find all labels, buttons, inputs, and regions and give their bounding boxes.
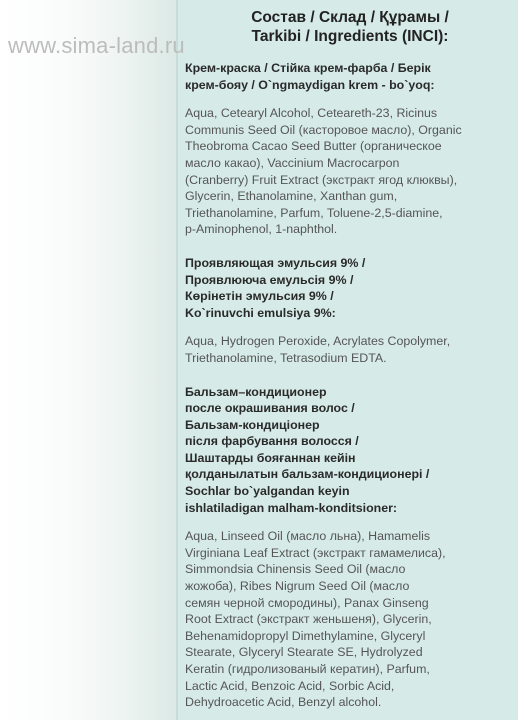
text-line: Aqua, Cetearyl Alcohol, Ceteareth-23, Ricinus (185, 106, 438, 121)
heading-line: Ko`rinuvchi emulsiya 9%: (185, 305, 336, 320)
text-line: Aqua, Hydrogen Peroxide, Acrylates Copolymer, (185, 334, 451, 349)
text-line: Virginiana Leaf Extract (экстракт гамамелиса), (185, 545, 446, 560)
text-line: масло какао), Vaccinium Macrocarpon (185, 155, 400, 170)
title-line: Tarkibi / Ingredients (INCI): (251, 28, 449, 45)
text-line: Aqua, Linseed Oil (масло льна), Hamamelis (185, 529, 431, 544)
text-line: Triethanolamine, Parfum, Toluene-2,5-diamine, (185, 205, 443, 220)
text-line: Keratin (гидролизованый кератин), Parfum, (185, 662, 430, 676)
section-heading-emulsion (185, 255, 515, 321)
text-line: Stearate, Glyceryl Stearate SE, Hydrolyzed (185, 645, 423, 660)
heading-line: Шаштарды бояғаннан кейін (185, 450, 356, 465)
section-heading-cream-dye (185, 60, 515, 93)
text-line: Lactic Acid, Benzoic Acid, Sorbic Acid, (185, 678, 395, 693)
text-line: Dehydroacetic Acid, Benzyl alcohol. (185, 695, 382, 710)
heading-line: ishlatiladigan malham-konditsioner: (185, 500, 398, 515)
section-text-emulsion (185, 333, 515, 366)
text-line: Glycerin, Ethanolamine, Xanthan gum, (185, 189, 398, 204)
heading-line: Көрінетін эмульсия 9% / (185, 289, 334, 304)
text-line: Root Extract (экстракт женьшеня), Glycerin, (185, 612, 432, 627)
heading-line: Крем-краска / Стійка крем-фарба / Берік (185, 61, 431, 75)
text-line: p-Aminophenol, 1-naphthol. (185, 222, 338, 237)
text-line: жожоба), Ribes Nigrum Seed Oil (масло (185, 579, 410, 594)
heading-line: Бальзам-кондиціонер (185, 417, 320, 432)
heading-line: Sochlar bo`yalgandan keyin (185, 484, 350, 499)
text-line: (Cranberry) Fruit Extract (экстракт ягод клюквы), (185, 172, 458, 187)
watermark: www.sima-land.ru (8, 33, 185, 58)
title-line: Состав / Склад / Құрамы / (251, 9, 449, 26)
text-line: семян черной смородины), Panax Ginseng (185, 595, 429, 610)
heading-line: қолданылатын бальзам-кондиционері / (185, 467, 430, 482)
heading-line: Бальзам–кондиционер (185, 384, 327, 399)
heading-line: крем-бояу / O`ngmaydigan krem - bo`yoq: (185, 77, 435, 92)
text-line: Behenamidopropyl Dimethylamine, Glyceryl (185, 628, 426, 643)
section-heading-conditioner (185, 384, 515, 517)
text-line: Communis Seed Oil (касторовое масло), Organic (185, 122, 462, 137)
heading-line: після фарбування волосся / (185, 434, 359, 449)
left-background (0, 0, 176, 720)
heading-line: после окрашивания волос / (185, 401, 355, 416)
text-line: Triethanolamine, Tetrasodium EDTA. (185, 350, 387, 365)
heading-line: Проявляющая эмульсия 9% / (185, 255, 366, 270)
section-text-cream-dye (185, 105, 515, 238)
ingredients-title (185, 8, 515, 46)
text-line: Theobroma Cacao Seed Butter (органическое (185, 139, 442, 154)
text-line: Simmondsia Chinensis Seed Oil (масло (185, 562, 406, 577)
heading-line: Проявлююча емульсія 9% / (185, 272, 354, 287)
section-text-conditioner (185, 528, 515, 711)
ingredients-content (185, 8, 515, 711)
